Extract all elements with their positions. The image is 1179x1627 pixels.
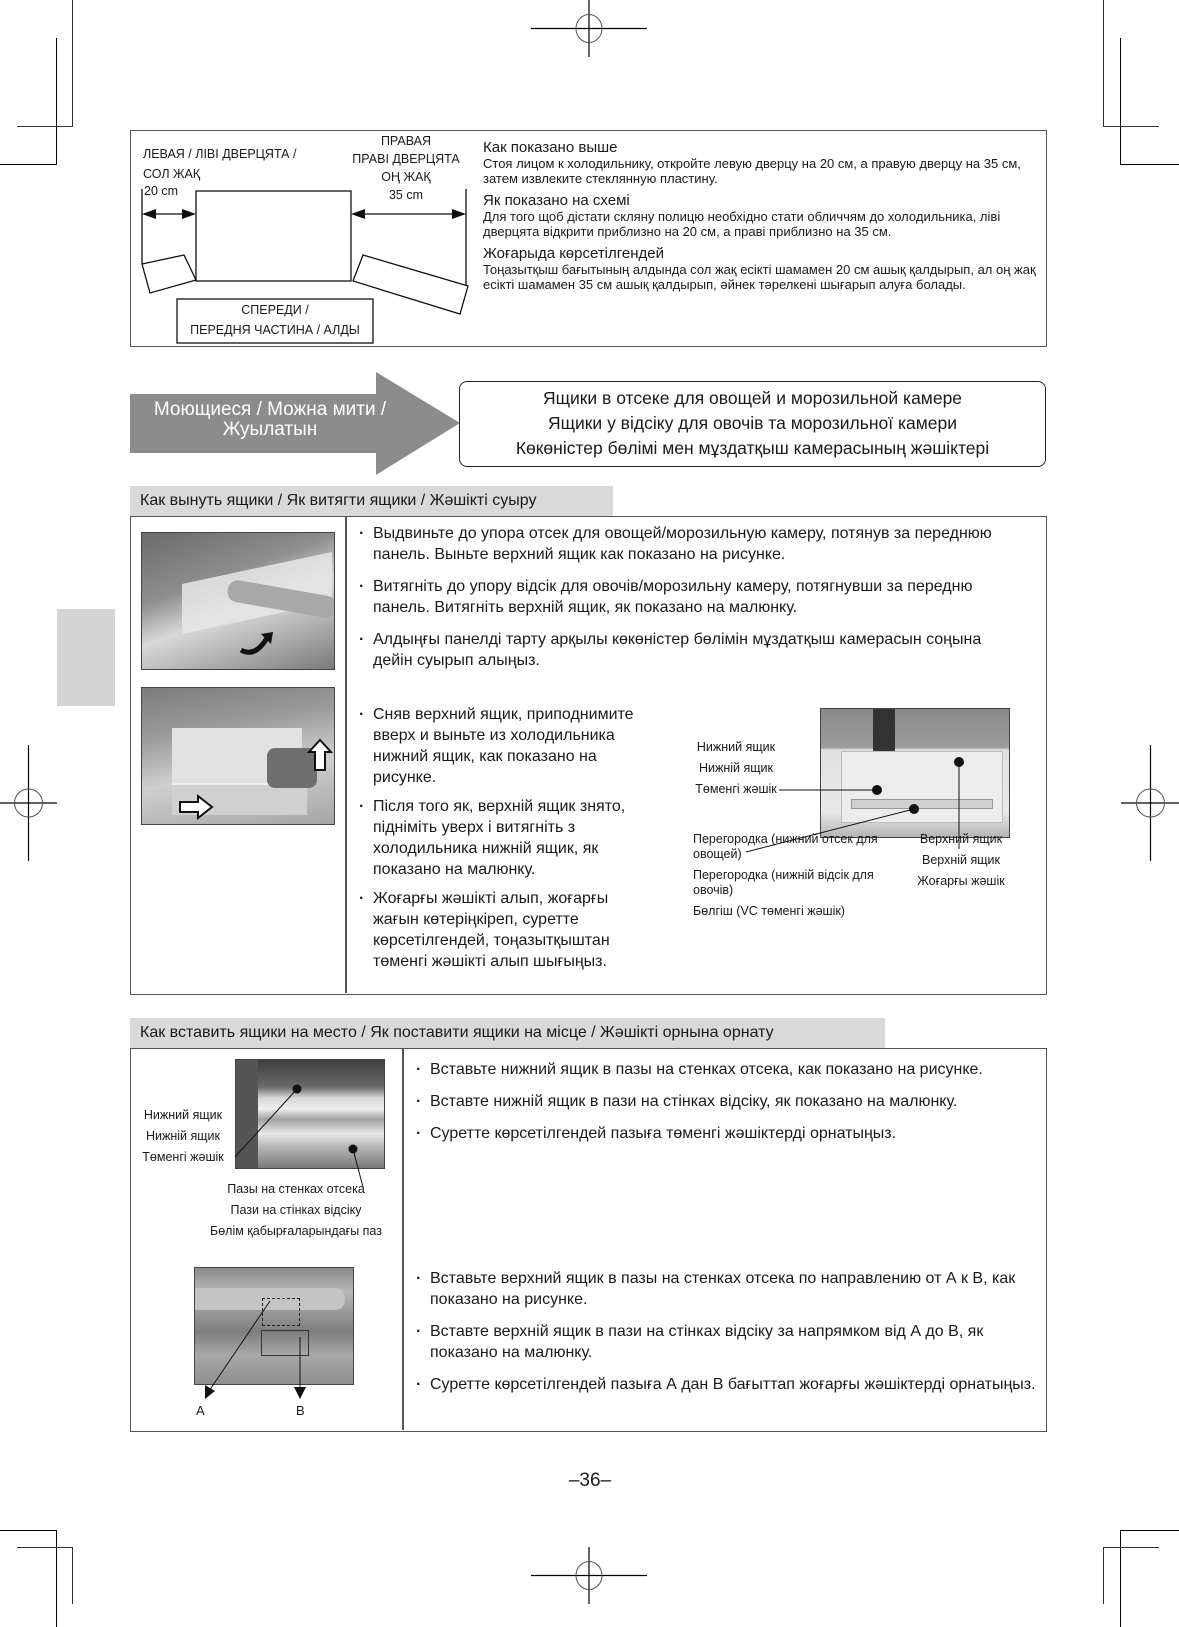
instruction-bullet: · Жоғарғы жәшікті алып, жоғарғы жағын көтеріңкіреп, суретте көрсетілгендей, тоңазытқыштан төменгі жәшікті алып шығыңыз. [357,888,657,972]
lower-drawer-label: Нижній ящик [145,1129,220,1143]
instruction-bullet: · Вставте верхній ящик в пази на стінках відсіку за напрямком від А до В, як показано на малюнку. [414,1321,1044,1363]
divider-label: Перегородка (нижній відсік для овочів) [693,868,874,897]
instruction-bullet: · Після того як, верхній ящик знято, підніміть уверх і витягніть з холодильника нижній ящик, як показано на малюнку. [357,796,657,880]
instruction-bullet: · Вставьте нижний ящик в пазы на стенках отсека, как показано на рисунке. [414,1059,1044,1080]
washable-label-line: Жуылатын [222,419,318,440]
section-title-box [459,381,1046,467]
instruction-block-ru [483,139,1043,186]
registration-mark-bottom [531,1547,647,1604]
instruction-bullet: · Алдыңғы панелді тарту арқылы көкөністер бөлімін мұздатқыш камерасын соңына дейін суырып алыңыз. [357,629,1017,671]
remove-bullets-top [357,523,1017,671]
divider-labels [693,832,883,919]
front-label [177,303,373,338]
instruction-heading: Жоғарыда көрсетілгендей [483,245,665,262]
divider-label: Перегородка (нижний отсек для овощей) [693,832,878,861]
right-door-label-line: ПРАВАЯ [380,134,432,148]
instruction-bullet: · Вставьте верхний ящик в пазы на стенках отсека по направлению от А к В, как показано на рисунке. [414,1268,1044,1310]
panel-divider [345,517,347,993]
lower-drawer-label: Нижний ящик [143,1108,223,1122]
insert-drawers-tab: Как вставить ящики на место / Як поставити ящики на місце / Жәшікті орнына орнату [130,1018,885,1048]
photo-lifting-drawer [141,687,335,825]
washable-label-line: Моющиеся / Можна мити / [153,399,387,420]
left-door-label-line: СОЛ ЖАҚ [143,167,201,181]
insert-bullets-top [414,1059,1044,1144]
instruction-bullet: · Суретте көрсетілгендей пазыға төменгі жәшіктерді орнатыңыз. [414,1123,1044,1144]
instruction-heading: Как показано выше [483,139,618,156]
section-title-line: Көкөністер бөлімі мен мұздатқыш камерасының жәшіктері [515,438,990,458]
door-instructions [483,139,1043,292]
upper-drawer-label: Верхній ящик [922,853,1000,867]
lower-drawer-labels [686,737,786,800]
left-door-label-line: ЛЕВАЯ / ЛІВІ ДВЕРЦЯТА / [143,147,297,161]
section-title-line: Ящики у відсіку для овочів та морозильної камери [547,413,958,433]
remove-drawers-tab: Как вынуть ящики / Як витягти ящики / Жәшікті суыру [130,486,613,516]
right-door-label-line: ОҢ ЖАҚ [381,170,431,184]
right-door-label-line: ПРАВІ ДВЕРЦЯТА [352,152,460,166]
instruction-bullet: · Суретте көрсетілгендей пазыға А дан В бағыттап жоғарғы жәшіктерді орнатыңыз. [414,1374,1044,1395]
groove-label: Пази на стінках відсіку [230,1203,362,1217]
right-door-label [336,134,476,203]
insert-bullets-bottom [414,1268,1044,1395]
left-door-label [143,147,296,182]
ab-callout-arrows [191,1299,361,1399]
divider-label: Бөлгіш (VC төменгі жәшік) [693,904,845,918]
point-a-label: A [196,1403,205,1418]
insert-drawers-panel [130,1048,1047,1432]
instruction-block-kk [483,245,1043,292]
up-arrow-icon [307,738,333,772]
curved-arrow-icon [237,628,277,658]
right-distance-label: 35 cm [388,188,424,202]
page-number: –36– [568,1470,612,1491]
instruction-text: Стоя лицом к холодильнику, откройте левую дверцу на 20 см, а правую дверцу на 35 см, затем извлеките стеклянную пластину. [483,156,1021,186]
instruction-heading: Як показано на схемі [483,192,630,209]
upper-drawer-labels [901,829,1021,892]
instruction-bullet: · Витягніть до упору відсік для овочів/морозильну камеру, потягнувши за передню панель. Витягніть верхній ящик, як показано на малюнку. [357,576,1017,618]
side-thumb-tab [57,609,115,706]
upper-drawer-label: Жоғарғы жәшік [917,874,1005,888]
upper-drawer-label: Верхний ящик [919,832,1003,846]
left-distance-label: 20 cm [144,184,179,198]
instruction-text: Для того щоб дістати скляну полицю необхідно стати обличчям до холодильника, ліві дверцята відкрити приблизно на 20 см, а праві приблизно на 35 см. [483,209,1001,239]
instruction-block-uk [483,192,1043,239]
groove-label: Пазы на стенках отсека [227,1182,365,1196]
lower-drawer-label: Төменгі жәшік [142,1150,224,1164]
washable-label [130,400,410,440]
registration-mark-left [0,745,58,861]
point-b-label: B [296,1403,305,1418]
right-arrow-icon [178,794,214,820]
groove-label: Бөлім қабырғаларындағы паз [210,1224,382,1238]
lower-drawer-label: Нижний ящик [696,740,776,754]
instruction-bullet: · Сняв верхний ящик, приподнимите вверх и выньте из холодильника нижний ящик, как показано на рисунке. [357,704,657,788]
lower-drawer-label: Төменгі жәшік [695,782,777,796]
remove-drawers-panel [130,516,1047,995]
photo-pulling-drawer [141,532,335,670]
front-label-line: ПЕРЕДНЯ ЧАСТИНА / АЛДЫ [190,323,360,337]
section-title-line: Ящики в отсеке для овощей и морозильной камере [542,388,963,408]
remove-bullets-bottom [357,704,657,972]
registration-mark-top [531,0,647,58]
groove-labels [191,1179,401,1242]
door-opening-panel [130,130,1047,347]
instruction-bullet: · Выдвиньте до упора отсек для овощей/морозильную камеру, потянув за переднюю панель. Выньте верхний ящик как показано на рисунке. [357,523,1017,565]
insert-lower-drawer-labels [133,1105,233,1168]
instruction-bullet: · Вставте нижній ящик в пази на стінках відсіку, як показано на малюнку. [414,1091,1044,1112]
registration-mark-right [1121,745,1179,861]
front-label-line: СПЕРЕДИ / [241,303,309,317]
instruction-text: Тоңазытқыш бағытының алдында сол жақ есікті шамамен 20 см ашық қалдырып, ал оң жақ есікті шамамен 35 см ашық қалдырып, әйнек тәрелкені шығарып алуға болады. [483,262,1036,292]
lower-drawer-label: Нижній ящик [698,761,773,775]
